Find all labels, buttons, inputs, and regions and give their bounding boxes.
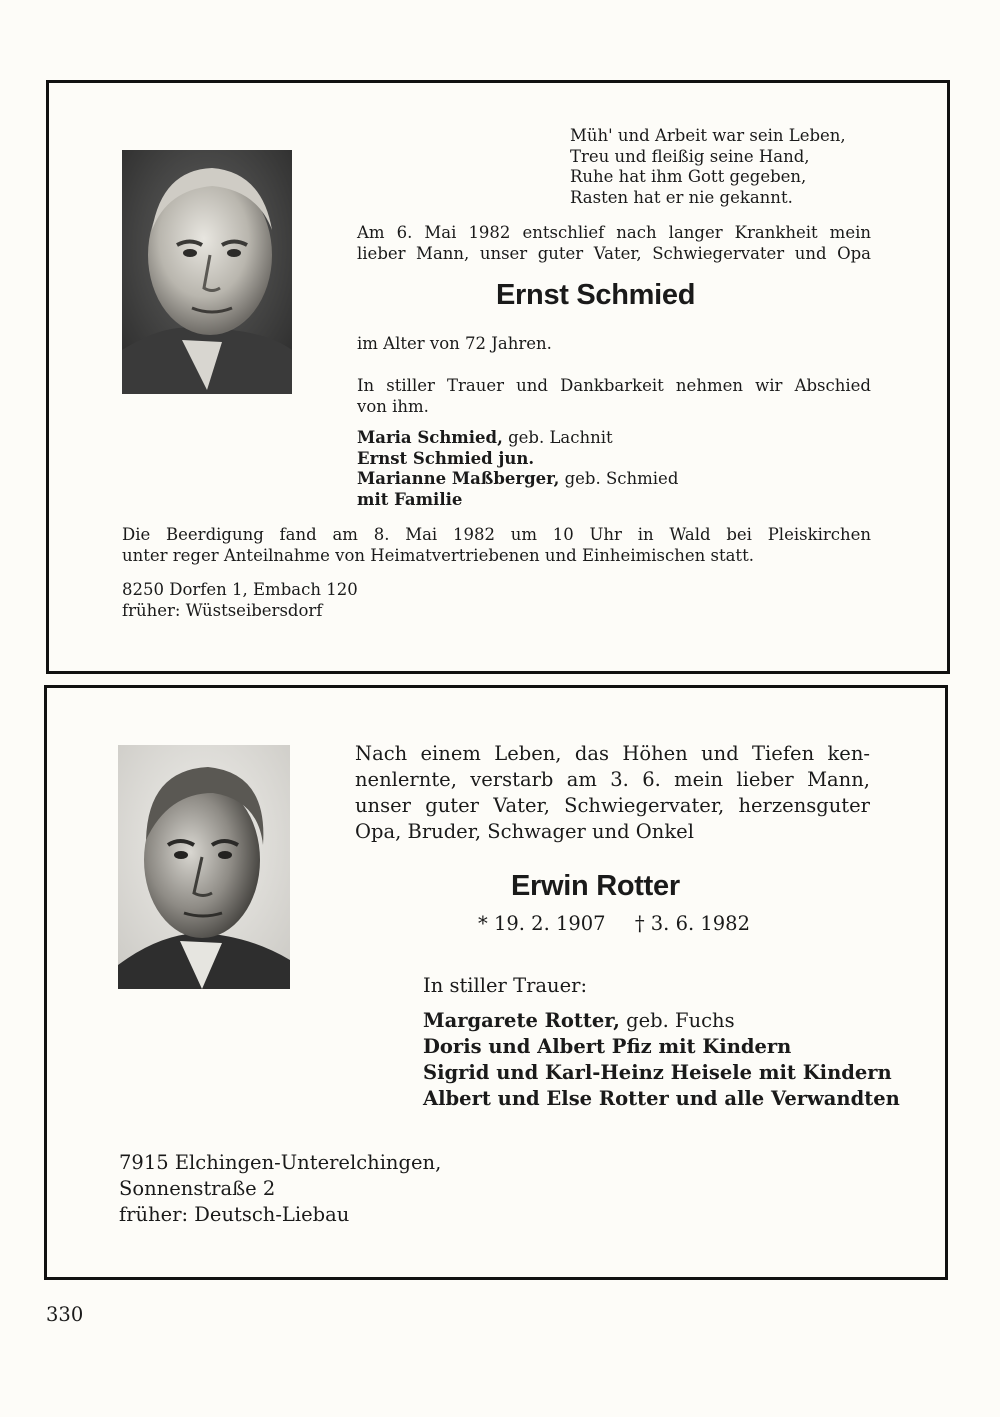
- mourner-entry: [423, 1034, 900, 1060]
- portrait-photo-ernst-schmied: [122, 150, 292, 394]
- life-dates: [478, 911, 750, 937]
- farewell-text: [357, 376, 871, 417]
- mourners-list: [357, 428, 678, 510]
- funeral-line: unter reger Anteilnahme von Heimatvertriebenen und Einheimischen statt.: [122, 545, 754, 565]
- mourner-entry: [357, 428, 678, 449]
- mourner-name: Ernst Schmied jun.: [357, 448, 535, 468]
- deceased-name: Ernst Schmied: [496, 279, 696, 311]
- death-announcement: [357, 223, 871, 264]
- death-date: † 3. 6. 1982: [634, 912, 750, 935]
- mourner-entry: [423, 1060, 900, 1086]
- announcement-line: unser guter Vater, Schwiegervater, herzensguter: [355, 794, 870, 817]
- mourner-name: Marianne Maßberger,: [357, 469, 560, 488]
- mourner-suffix: geb. Fuchs: [619, 1009, 735, 1032]
- announcement-line: Am 6. Mai 1982 entschlief nach langer Krankheit mein: [357, 223, 871, 242]
- poem-line: Ruhe hat ihm Gott gegeben,: [570, 167, 807, 186]
- funeral-line: Die Beerdigung fand am 8. Mai 1982 um 10 Uhr in Wald bei Pleiskirchen: [122, 525, 871, 544]
- mourner-name: Albert und Else Rotter und alle Verwandten: [423, 1087, 900, 1110]
- mourner-name: Margarete Rotter,: [423, 1009, 620, 1032]
- mourner-suffix: geb. Schmied: [559, 469, 679, 488]
- poem-line: Treu und fleißig seine Hand,: [570, 146, 810, 166]
- poem-line: Rasten hat er nie gekannt.: [570, 187, 793, 207]
- address-block: [122, 580, 358, 621]
- mourner-entry: [357, 490, 678, 511]
- address-line: 7915 Elchingen-Unterelchingen,: [119, 1151, 442, 1174]
- page-number: 330: [46, 1303, 84, 1326]
- address-block: [119, 1150, 441, 1228]
- poem-line: Müh' und Arbeit war sein Leben,: [570, 126, 846, 145]
- portrait-photo-erwin-rotter: [118, 745, 290, 989]
- mourner-entry: [357, 469, 678, 490]
- mourner-name: Doris und Albert Pfiz mit Kindern: [423, 1035, 792, 1058]
- memorial-poem: [570, 126, 890, 208]
- farewell-line: von ihm.: [357, 396, 429, 416]
- mourner-name: Sigrid und Karl-Heinz Heisele mit Kindern: [423, 1061, 892, 1084]
- mourners-list: [423, 1008, 900, 1112]
- deceased-name: Erwin Rotter: [511, 870, 680, 902]
- mourner-entry: [423, 1086, 900, 1112]
- address-line: Sonnenstraße 2: [119, 1177, 276, 1200]
- address-line: früher: Deutsch-Liebau: [119, 1203, 350, 1226]
- age-line: im Alter von 72 Jahren.: [357, 334, 552, 353]
- mourner-name: mit Familie: [357, 489, 463, 509]
- mourner-suffix: geb. Lachnit: [502, 428, 613, 447]
- announcement-line: Opa, Bruder, Schwager und Onkel: [355, 820, 694, 843]
- funeral-info: [122, 525, 871, 566]
- address-line: früher: Wüstseibersdorf: [122, 600, 323, 620]
- farewell-line: In stiller Trauer und Dankbarkeit nehmen wir Abschied: [357, 376, 871, 395]
- birth-date: * 19. 2. 1907: [478, 912, 606, 935]
- death-announcement: [355, 741, 870, 845]
- mourner-entry: [423, 1008, 900, 1034]
- address-line: 8250 Dorfen 1, Embach 120: [122, 580, 358, 599]
- announcement-line: nenlernte, verstarb am 3. 6. mein lieber Mann,: [355, 768, 870, 791]
- announcement-line: lieber Mann, unser guter Vater, Schwiegervater und Opa: [357, 243, 871, 263]
- mourner-name: Maria Schmied,: [357, 428, 503, 447]
- mourner-entry: [357, 449, 678, 470]
- announcement-line: Nach einem Leben, das Höhen und Tiefen ken-: [355, 742, 870, 765]
- mourning-label: In stiller Trauer:: [423, 974, 588, 997]
